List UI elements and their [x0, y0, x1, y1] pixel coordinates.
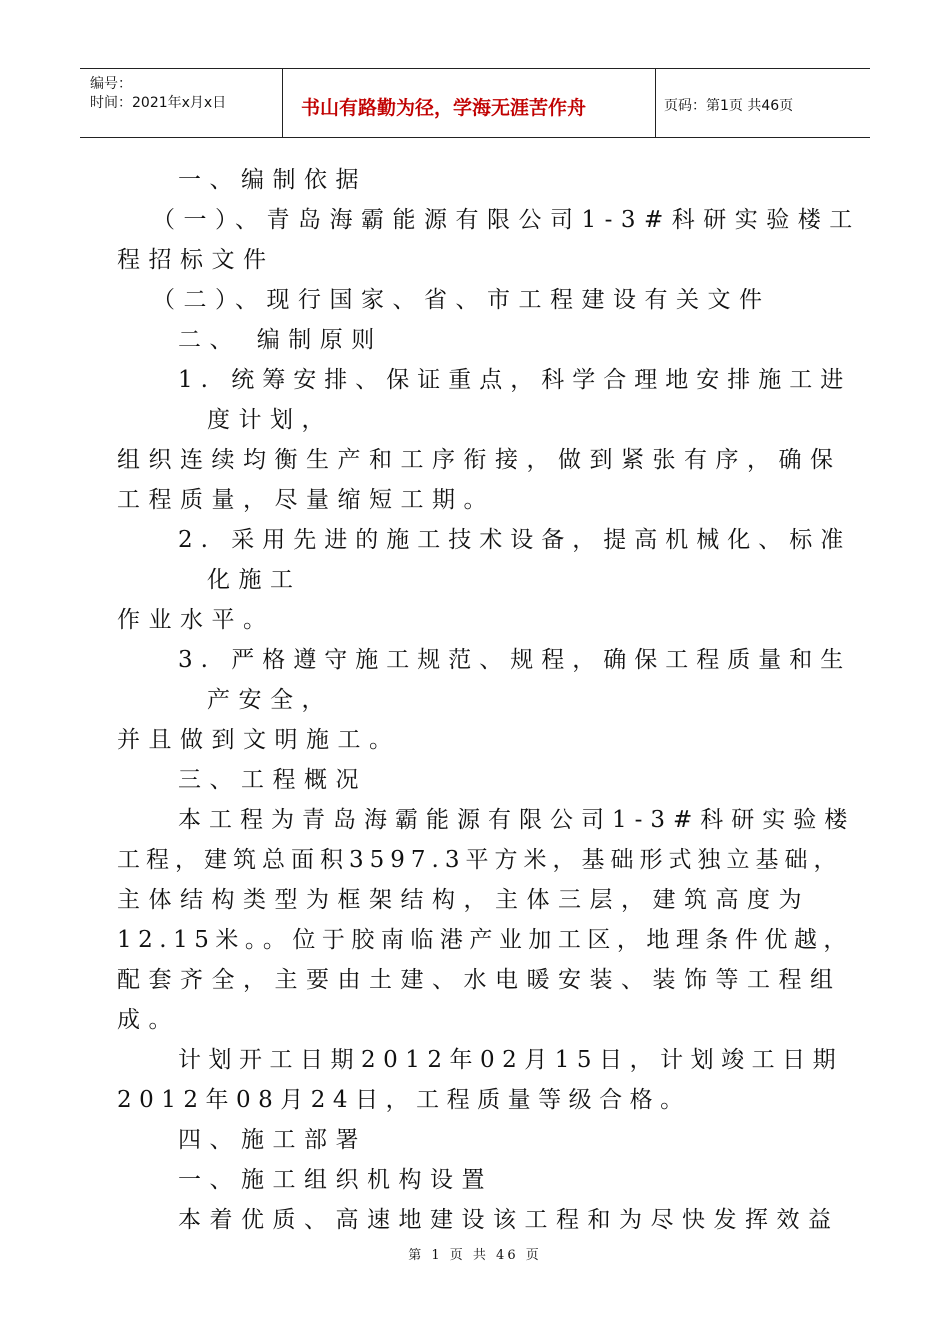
heading-deployment: 四、施工部署	[178, 1127, 367, 1153]
paragraph-line: （二）、现行国家、省、市工程建设有关文件	[152, 287, 771, 313]
number-label: 编号：	[90, 76, 132, 92]
heading-overview: 三、工程概况	[178, 767, 367, 793]
paragraph-line: 配套齐全，主要由土建、水电暖安装、装饰等工程组	[117, 967, 842, 993]
heading-organization: 一、施工组织机构设置	[178, 1167, 493, 1193]
paragraph-line: 化施工	[207, 567, 302, 593]
header-meta-cell	[80, 69, 283, 137]
header-page-cell	[656, 69, 870, 137]
list-item-3: 3. 严格遵守施工规范、规程，确保工程质量和生	[178, 647, 852, 673]
time-label: 时间：2021年x月x日	[90, 95, 227, 111]
paragraph-line: 作业水平。	[117, 607, 275, 633]
paragraph-line: 程招标文件	[117, 247, 275, 273]
paragraph-line: 本工程为青岛海霸能源有限公司1-3#科研实验楼	[178, 807, 856, 833]
paragraph-line: 本着优质、高速地建设该工程和为尽快发挥效益	[178, 1207, 840, 1233]
heading-basis: 一、编制依据	[178, 167, 367, 193]
paragraph-line: 计划开工日期2012年02月15日，计划竣工日期	[178, 1047, 844, 1073]
paragraph-line: 主体结构类型为框架结构，主体三层，建筑高度为	[117, 887, 810, 913]
page-footer: 第 1 页 共 46 页	[408, 1248, 542, 1263]
page-info: 页码：第1页 共46页	[664, 98, 794, 114]
paragraph-line: 成。	[117, 1007, 180, 1033]
paragraph-line: 工程，建筑总面积3597.3平方米，基础形式独立基础，	[117, 847, 843, 873]
paragraph-line: 产安全，	[207, 687, 333, 713]
paragraph-line: 组织连续均衡生产和工序衔接，做到紧张有序，确保	[117, 447, 842, 473]
paragraph-line: 度计划，	[207, 407, 333, 433]
motto-text: 书山有路勤为径，学海无涯苦作舟	[301, 97, 587, 119]
list-item-2: 2. 采用先进的施工技术设备，提高机械化、标准	[178, 527, 852, 553]
heading-principles: 二、 编制原则	[178, 327, 383, 353]
header-motto-cell	[283, 69, 656, 137]
paragraph-line: 工程质量，尽量缩短工期。	[117, 487, 495, 513]
paragraph-line: 12.15米。。位于胶南临港产业加工区，地理条件优越，	[117, 927, 853, 953]
paragraph-line: 2012年08月24日，工程质量等级合格。	[117, 1087, 691, 1113]
paragraph-line: 并且做到文明施工。	[117, 727, 401, 753]
page-header	[80, 68, 870, 138]
paragraph-line: （一）、青岛海霸能源有限公司1-3#科研实验楼工	[152, 207, 861, 233]
list-item-1: 1. 统筹安排、保证重点，科学合理地安排施工进	[178, 367, 852, 393]
